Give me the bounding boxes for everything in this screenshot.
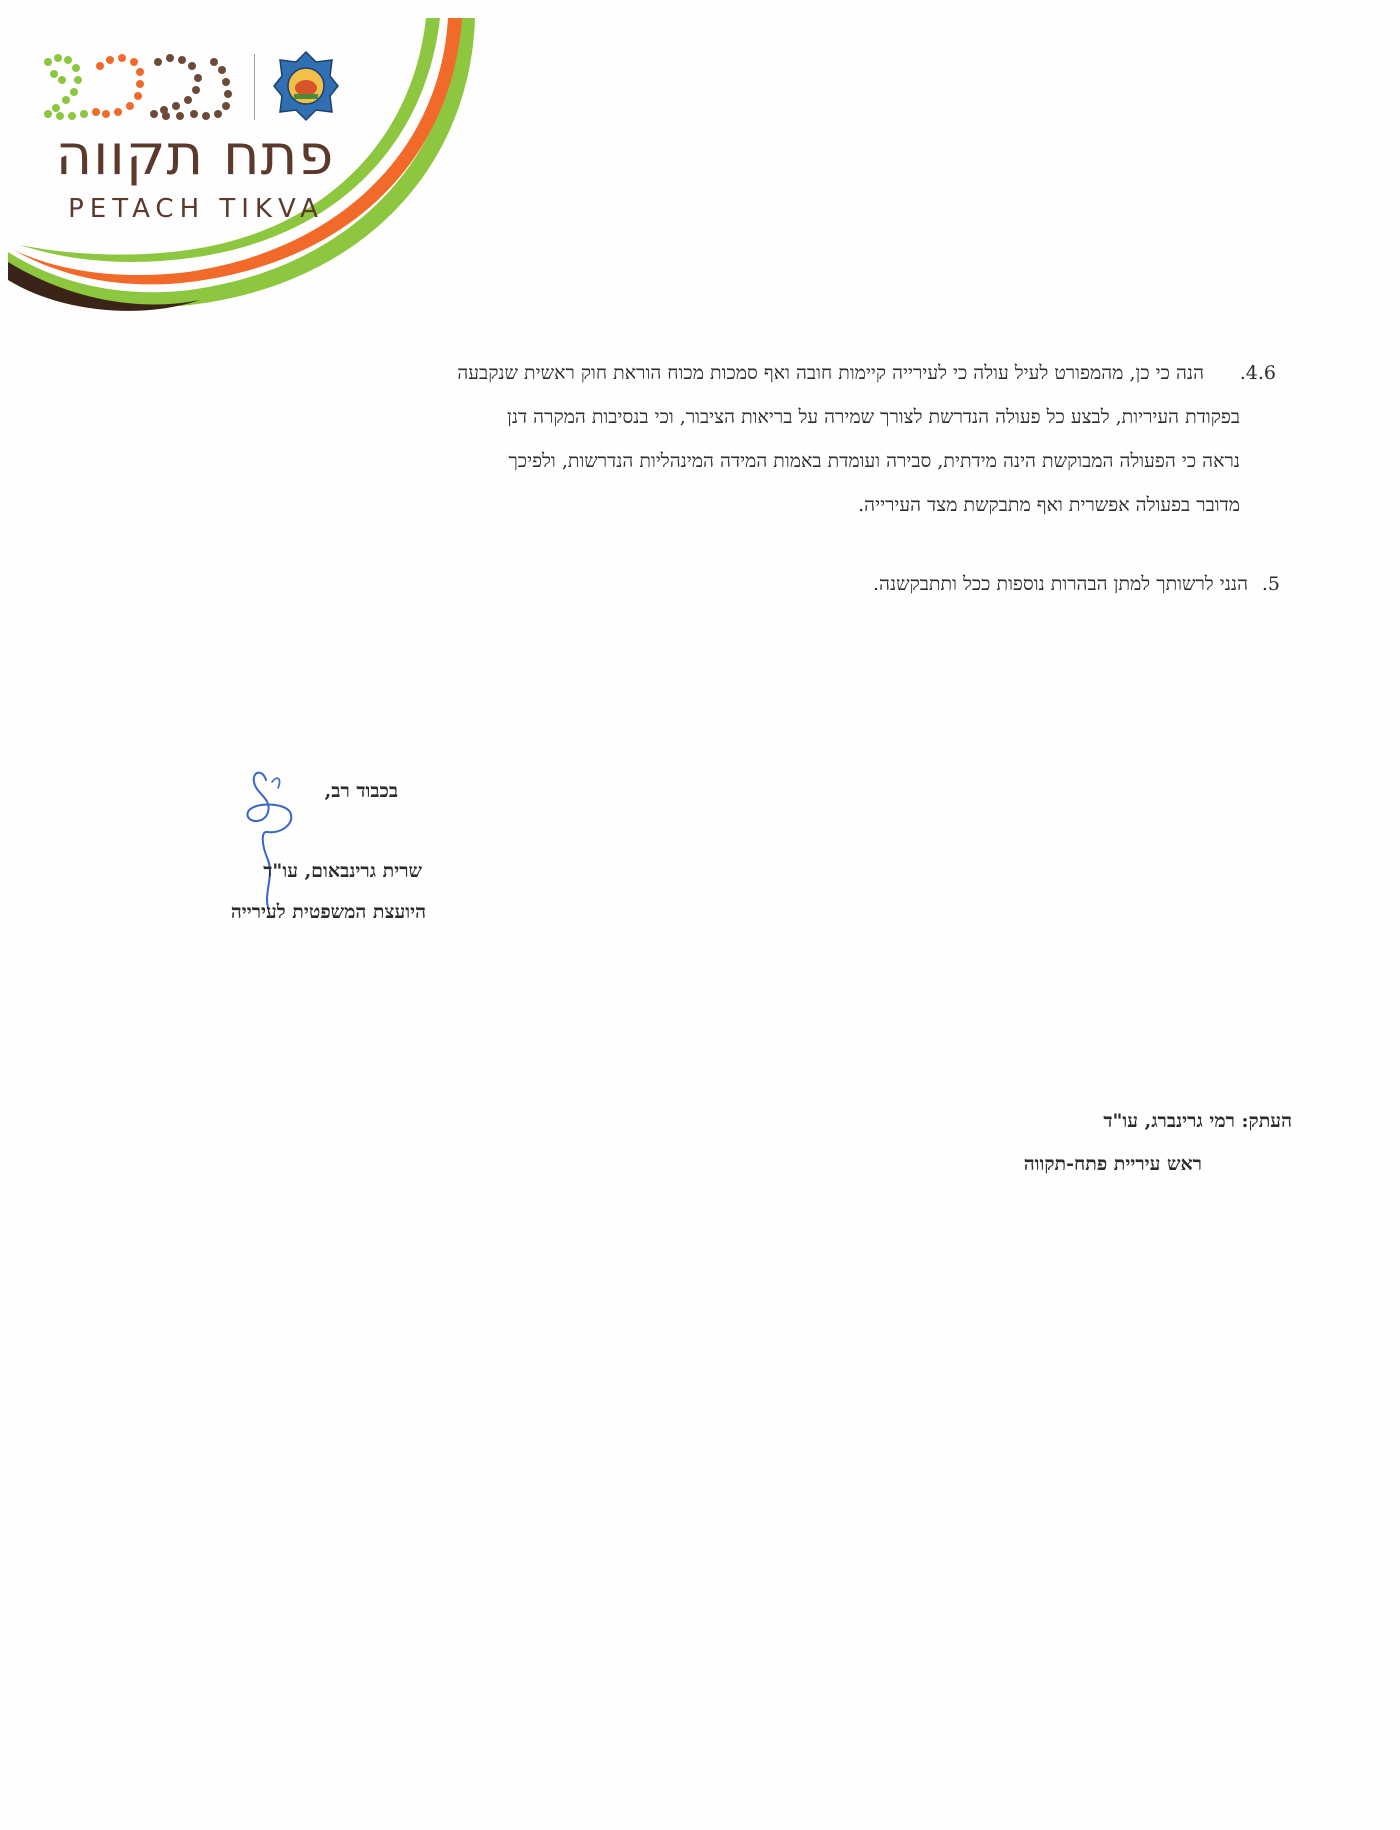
logo-dotted-letters [40,52,240,122]
signer-role: היועצת המשפטית לעירייה [230,901,426,923]
paragraph-5 [380,562,1280,606]
cc-recipient-title: ראש עיריית פתח-תקווה [1023,1153,1202,1175]
city-emblem-icon [272,50,340,122]
closing-greeting: בכבוד רב, [324,780,398,802]
municipality-logo-header [0,0,500,330]
logo-latin-wordmark: PETACH TIKVA [68,194,324,224]
paragraph-line: הנה כי כן, מהמפורט לעיל עולה כי לעירייה קיימות חובה ואף סמכות מכוח הוראת חוק ראשית שנקבעה [457,362,1204,384]
paragraph-text: הנני לרשותך למתן הבהרות נוספות ככל ותתבקשנה. [872,573,1248,595]
logo-hebrew-wordmark: פתח תקווה [55,123,335,188]
handwritten-signature [238,768,318,918]
paragraph-number: 5. [1261,573,1280,595]
paragraph-line: נראה כי הפעולה המבוקשת הינה מידתית, סבירה ועומדת באמות המידה המינהליות הנדרשות, ולפיכך [508,450,1240,472]
logo-divider [254,54,255,120]
paragraph-number: 4.6. [1239,362,1276,384]
signer-name: שרית גרינבאום, עו"ד [263,860,422,882]
paragraph-line: בפקודת העיריות, לבצע כל פעולה הנדרשת לצורך שמירה על בריאות הציבור, וכי בנסיבות המקרה דנן [506,406,1240,428]
paragraph-4-6 [140,351,1276,527]
paragraph-line: מדובר בפעולה אפשרית ואף מתבקשת מצד העירייה. [858,494,1240,516]
cc-line: העתק: רמי גרינברג, עו"ד [1103,1110,1292,1132]
